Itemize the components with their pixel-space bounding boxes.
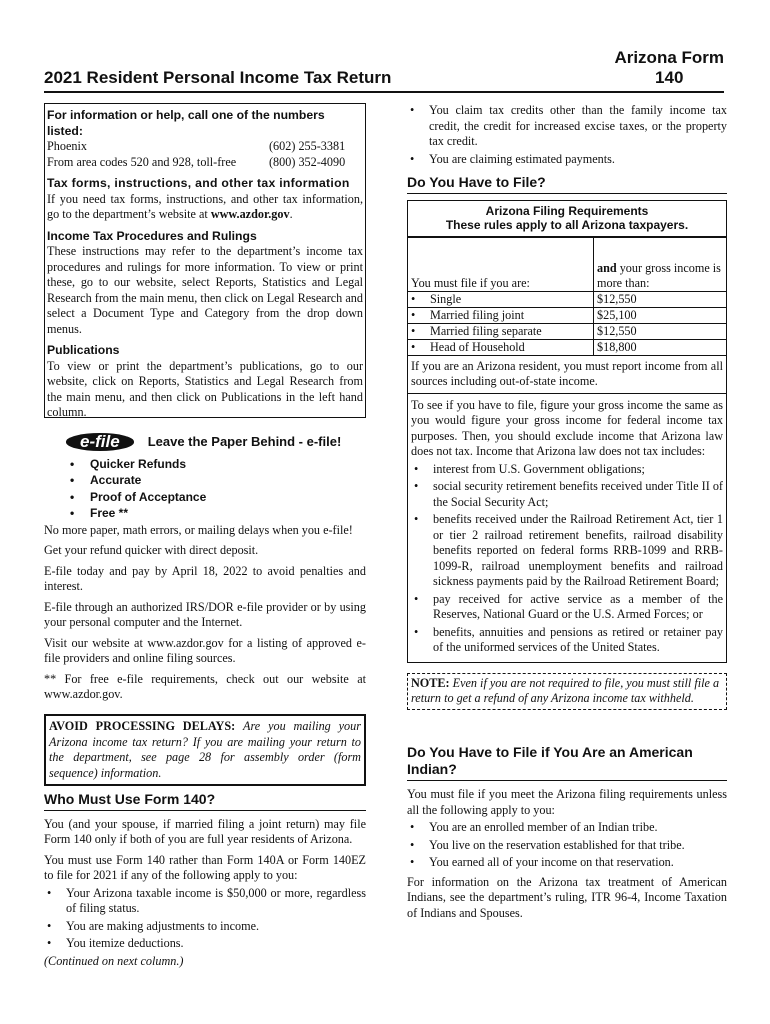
procedures-text: These instructions may refer to the department’s income tax procedures and rulings for more information. To view or print these, go to our website, select Reports, Statistics and Legal Research from the main menu, then click on Legal Research and select a Document Type and Category from the drop down menus. <box>47 244 363 336</box>
efile-benefits <box>44 457 366 522</box>
american-indian-heading: Do You Have to File if You Are an American Indian? <box>407 744 727 781</box>
list-item: • Accurate <box>44 473 366 489</box>
efile-paragraph: Get your refund quicker with direct deposit. <box>44 543 259 557</box>
list-item: • pay received for active service as a member of the Reserves, National Guard or the U.S. Armed Forces; or <box>411 592 723 623</box>
col-head-income: and your gross income is more than: <box>594 237 727 291</box>
form-number <box>614 48 724 88</box>
note-lead: NOTE: <box>411 675 450 690</box>
american-indian-list <box>407 820 727 871</box>
req-subtitle: These rules apply to all Arizona taxpayers. <box>445 217 689 232</box>
list-item: • interest from U.S. Government obligations; <box>411 462 723 478</box>
efile-paragraph: No more paper, math errors, or mailing delays when you e-file! <box>44 522 353 537</box>
who-must-p2: You must use Form 140 rather than Form 140A or Form 140EZ to file for 2021 if any of the following apply to you: <box>44 852 366 882</box>
efile-paragraph: Visit our website at www.azdor.gov for a listing of approved e-file providers and online filing sources. <box>44 635 366 665</box>
efile-section <box>44 433 366 708</box>
list-item: • Proof of Acceptance <box>44 490 366 506</box>
phone-place: From area codes 520 and 928, toll-free <box>47 154 237 169</box>
page-title: 2021 Resident Personal Income Tax Return <box>44 68 392 87</box>
american-indian-closing: For information on the Arizona tax treatment of American Indians, see the department’s ruling, ITR 96-4, Income Taxation of Indians and Spouses. <box>407 874 727 920</box>
table-header-row <box>408 237 726 291</box>
filing-requirements-box <box>407 200 727 663</box>
list-item: • You itemize deductions. <box>44 936 366 952</box>
list-item: • benefits, annuities and pensions as retired or retainer pay of the uniformed services of the United States. <box>411 625 723 656</box>
list-item: • benefits received under the Railroad Retirement Act, tier 1 or tier 2 railroad retirement benefits, railroad disability benefits reported on federal forms RRB-1099 and RRB-1099-R, railroad unemployment benefits and railroad sickness payments paid by the Railroad Retirement Board; <box>411 512 723 590</box>
american-indian-intro: You must file if you meet the Arizona filing requirements unless all the following apply to you: <box>407 787 727 817</box>
excluded-income-list <box>411 462 723 656</box>
efile-paragraph: E-file today and pay by April 18, 2022 to avoid penalties and interest. <box>44 563 366 593</box>
forms-text: If you need tax forms, instructions, and other tax information, go to the department’s website at www.azdor.gov. <box>47 191 363 221</box>
list-item: • You live on the reservation established for that tribe. <box>407 838 727 854</box>
note-box <box>407 673 727 710</box>
who-must-list <box>44 886 366 952</box>
table-row: • Single $12,550 <box>408 291 726 307</box>
list-item: • Quicker Refunds <box>44 457 366 473</box>
help-heading: For information or help, call one of the numbers listed: <box>47 108 325 138</box>
avoid-delays-box <box>44 714 366 786</box>
requirements-table <box>408 237 726 356</box>
avoid-text: Are you mailing your Arizona income tax return? If you are mailing your return to the department, see page 28 for assembly order (form sequence) information. <box>49 719 361 780</box>
efile-logo: e-file <box>66 433 134 451</box>
american-indian-section <box>407 744 727 926</box>
table-row: • Married filing joint $25,100 <box>408 307 726 323</box>
phone-place: Phoenix <box>47 139 87 153</box>
list-item: • You are making adjustments to income. <box>44 919 366 935</box>
list-item: • social security retirement benefits received under Title II of the Social Security Act; <box>411 479 723 510</box>
list-item: • Your Arizona taxable income is $50,000 or more, regardless of filing status. <box>44 886 366 917</box>
who-must-p1: You (and your spouse, if married filing a joint return) may file Form 140 only if both of you are full year residents of Arizona. <box>44 816 366 846</box>
do-you-file-heading: Do You Have to File? <box>407 175 727 194</box>
header-rule <box>44 91 724 93</box>
continued-note: (Continued on next column.) <box>44 953 184 968</box>
who-must-section <box>44 792 366 969</box>
phone-row-tollfree <box>47 155 363 171</box>
note-text: Even if you are not required to file, you must still file a return to get a refund of any Arizona income tax withheld. <box>411 675 720 705</box>
efile-tagline: Leave the Paper Behind - e-file! <box>147 434 342 449</box>
phone-row-phoenix <box>47 139 363 155</box>
avoid-lead: AVOID PROCESSING DELAYS: <box>49 719 236 733</box>
form-label: Arizona Form <box>614 48 724 67</box>
list-item: • You are an enrolled member of an Indian tribe. <box>407 820 727 836</box>
procedures-heading: Income Tax Procedures and Rulings <box>47 228 257 243</box>
list-item: • You claim tax credits other than the family income tax credit, the credit for increased excise taxes, or the property tax credit. <box>407 103 727 150</box>
do-you-file-section <box>407 175 727 710</box>
table-row: • Married filing separate $12,550 <box>408 323 726 339</box>
phone-number: (602) 255-3381 <box>269 139 346 153</box>
right-top-list <box>407 103 727 169</box>
publications-heading: Publications <box>47 343 120 357</box>
forms-heading: Tax forms, instructions, and other tax information <box>47 176 350 190</box>
list-item: • You are claiming estimated payments. <box>407 152 727 168</box>
efile-paragraph: E-file through an authorized IRS/DOR e-file provider or by using your personal computer and the Internet. <box>44 599 366 629</box>
list-item: • You earned all of your income on that reservation. <box>407 855 727 871</box>
efile-paragraph: ** For free e-file requirements, check out our website at www.azdor.gov. <box>44 671 366 701</box>
table-row: • Head of Household $18,800 <box>408 339 726 355</box>
who-must-heading: Who Must Use Form 140? <box>44 792 366 811</box>
form-id: 140 <box>655 68 684 87</box>
req-title: Arizona Filing Requirements <box>485 203 649 218</box>
publications-text: To view or print the department’s publications, go to our website, click on Reports, Statistics and Legal Research from the main menu, and then click on Publications in the left hand column. <box>47 358 363 419</box>
gross-income-intro: To see if you have to file, figure your gross income the same as you would figure your gross income for federal income tax purposes. Then, you should exclude income that Arizona law does not tax. Income that Arizona law does not tax includes: <box>411 397 723 458</box>
website-link[interactable]: www.azdor.gov <box>210 207 290 221</box>
col-head-status: You must file if you are: <box>408 237 594 291</box>
phone-number: (800) 352-4090 <box>269 154 346 169</box>
resident-note: If you are an Arizona resident, you must report income from all sources including out-of-state income. <box>408 356 726 394</box>
help-box <box>44 103 366 418</box>
list-item: • Free ** <box>44 506 366 522</box>
